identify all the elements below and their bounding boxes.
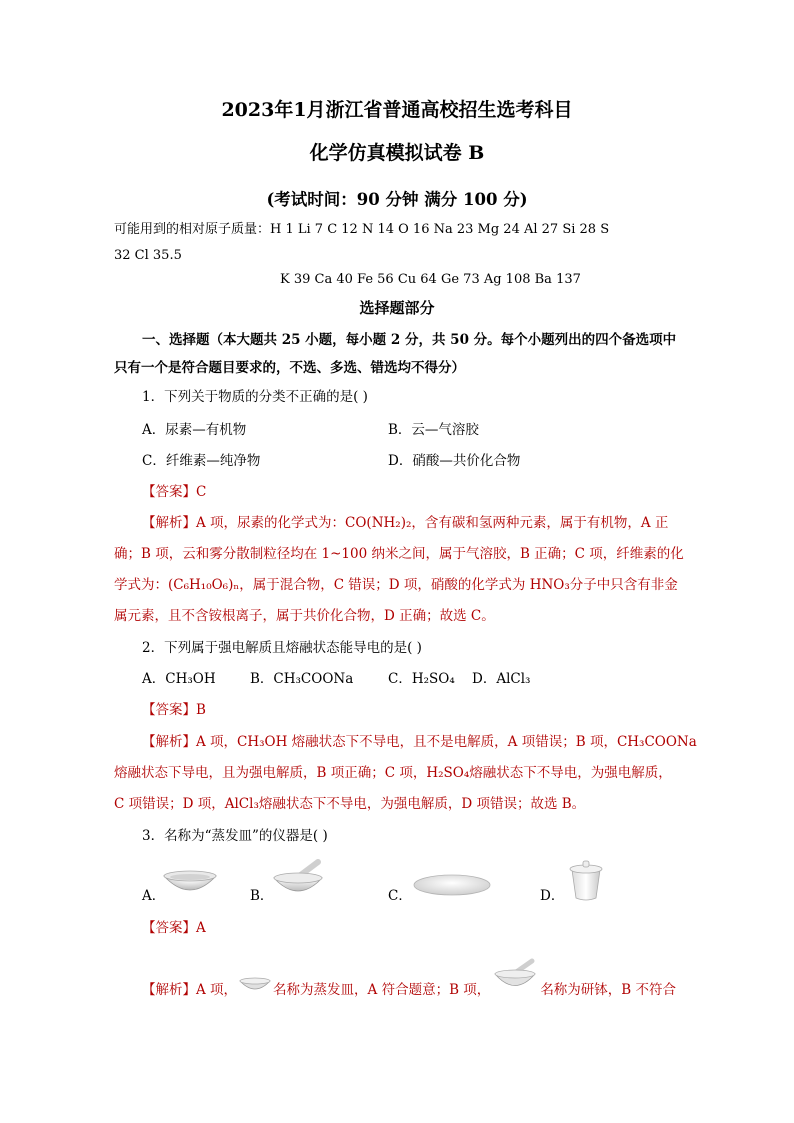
question-3-analysis-line-1 <box>142 980 676 1001</box>
question-3-option-b: B． <box>250 888 274 904</box>
answer-value: C <box>196 484 207 500</box>
question-1-stem: 1．下列关于物质的分类不正确的是( ) <box>142 389 368 405</box>
question-1-option-a: A．尿素—有机物 <box>142 422 247 438</box>
analysis-label: 【解析】 <box>142 982 196 998</box>
answer-label: 【答案】 <box>142 484 196 500</box>
question-3-answer <box>142 918 206 938</box>
atomic-masses-line-1: 可能用到的相对原子质量：H 1 Li 7 C 12 N 14 O 16 Na 23 Mg 24 Al 27 Si 28 S <box>114 222 610 237</box>
crucible-image <box>566 858 606 902</box>
section-heading: 选择题部分 <box>359 299 435 317</box>
question-3-option-c: C． <box>388 888 412 904</box>
question-1-analysis-line-1 <box>142 513 668 533</box>
page-subtitle: 化学仿真模拟试卷 B <box>309 142 485 164</box>
question-1-answer <box>142 482 206 502</box>
question-2-analysis-line-3: C 项错误；D 项，AlCl₃熔融状态下不导电，为强电解质，D 项错误；故选 B。 <box>114 796 586 812</box>
answer-label: 【答案】 <box>142 920 196 936</box>
analysis-text: A 项，CH₃OH 熔融状态下不导电，且不是电解质，A 项错误；B 项，CH₃COONa <box>196 734 697 750</box>
question-2-analysis-line-1 <box>142 732 697 752</box>
analysis-text-part-1: A 项， <box>196 982 238 998</box>
question-3-option-a: A． <box>142 888 166 904</box>
question-2-analysis-line-2: 熔融状态下导电，且为强电解质，B 项正确；C 项，H₂SO₄熔融状态下不导电，为强电解质， <box>114 765 672 781</box>
evaporating-dish-inline-image <box>237 981 273 1001</box>
question-2-option-a: A．CH₃OH <box>142 671 216 687</box>
question-3-stem: 3．名称为“蒸发皿”的仪器是( ) <box>142 828 328 844</box>
mortar-pestle-image <box>270 858 326 900</box>
question-1-analysis-line-2: 确；B 项，云和雾分散制粒径均在 1~100 纳米之间，属于气溶胶，B 正确；C 项，纤维素的化 <box>114 546 684 562</box>
question-1-option-d: D．硝酸—共价化合物 <box>388 453 521 469</box>
question-1-analysis-line-4: 属元素，且不含铵根离子，属于共价化合物，D 正确；故选 C。 <box>114 608 495 624</box>
section-instructions-line-2: 只有一个是符合题目要求的，不选、多选、错选均不得分） <box>114 360 465 376</box>
answer-value: A <box>196 920 206 936</box>
question-1-option-b: B．云—气溶胶 <box>388 422 479 438</box>
question-2-stem: 2．下列属于强电解质且熔融状态能导电的是( ) <box>142 640 422 656</box>
mortar-pestle-inline-image <box>490 981 540 1001</box>
question-2-option-c: C．H₂SO₄ <box>388 671 455 687</box>
evaporating-dish-image <box>160 866 220 898</box>
atomic-masses-line-2: 32 Cl 35.5 <box>114 248 182 263</box>
analysis-label: 【解析】 <box>142 515 196 531</box>
analysis-text-part-3: 名称为研钵，B 不符合 <box>540 982 677 998</box>
page-title: 2023年1月浙江省普通高校招生选考科目 <box>221 99 573 121</box>
watch-glass-image <box>412 872 492 898</box>
answer-value: B <box>196 702 206 718</box>
atomic-masses-line-3: K 39 Ca 40 Fe 56 Cu 64 Ge 73 Ag 108 Ba 137 <box>280 272 581 287</box>
analysis-text: A 项，尿素的化学式为：CO(NH₂)₂，含有碳和氢两种元素，属于有机物，A 正 <box>196 515 669 531</box>
question-1-analysis-line-3: 学式为：(C₆H₁₀O₆)ₙ，属于混合物，C 错误；D 项，硝酸的化学式为 HNO₃分子中只含有非金 <box>114 577 678 593</box>
question-1-option-c: C．纤维素—纯净物 <box>142 453 261 469</box>
section-instructions-line-1: 一、选择题（本大题共 25 小题，每小题 2 分，共 50 分。每个小题列出的四个备选项中 <box>142 332 677 348</box>
question-3-option-d: D． <box>540 888 565 904</box>
analysis-text-part-2: 名称为蒸发皿，A 符合题意；B 项， <box>273 982 491 998</box>
question-2-option-b: B．CH₃COONa <box>250 671 354 687</box>
answer-label: 【答案】 <box>142 702 196 718</box>
question-2-answer <box>142 700 206 720</box>
question-2-option-d: D．AlCl₃ <box>472 671 531 687</box>
analysis-label: 【解析】 <box>142 734 196 750</box>
exam-info: (考试时间：90 分钟 满分 100 分) <box>266 190 528 209</box>
